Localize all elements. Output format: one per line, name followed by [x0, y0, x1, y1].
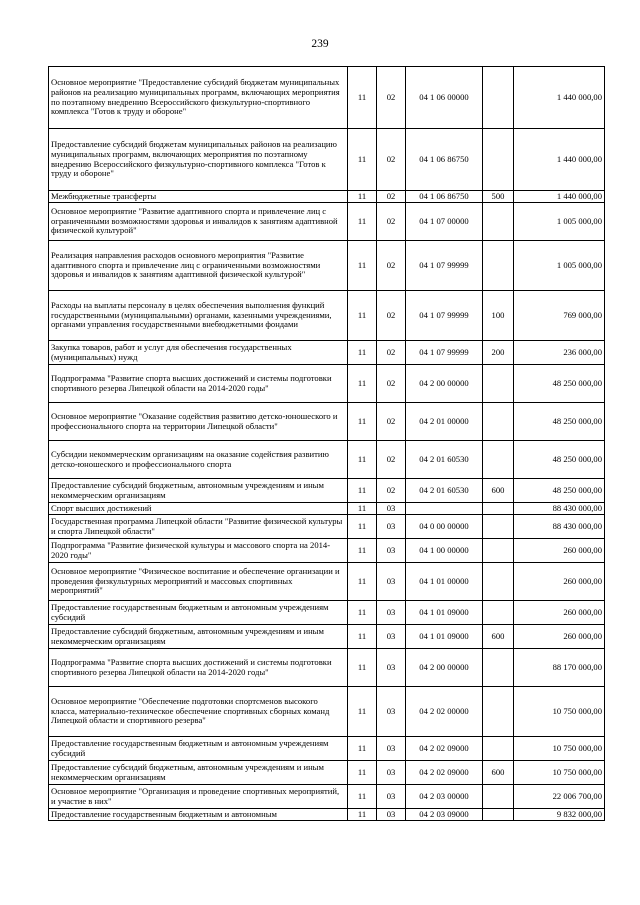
- row-subsection: 03: [377, 503, 406, 515]
- row-name: Реализация направления расходов основного мероприятия "Развитие адаптивного спорта и привлечение лиц с ограниченными возможностями здоровья и инвалидов к занятиям адаптивной физической культурой": [49, 241, 348, 291]
- row-section: 11: [348, 441, 377, 479]
- table-row: [49, 761, 605, 785]
- row-amount: 88 170 000,00: [514, 649, 605, 687]
- row-expense-type: 600: [483, 625, 514, 649]
- row-section: 11: [348, 241, 377, 291]
- row-amount: 1 440 000,00: [514, 191, 605, 203]
- table-row: [49, 563, 605, 601]
- row-target-article: 04 2 00 00000: [406, 649, 483, 687]
- row-amount: 22 006 700,00: [514, 785, 605, 809]
- row-section: 11: [348, 601, 377, 625]
- row-expense-type: 500: [483, 191, 514, 203]
- row-section: 11: [348, 503, 377, 515]
- table-row: [49, 737, 605, 761]
- row-amount: 236 000,00: [514, 341, 605, 365]
- row-name: Предоставление субсидий бюджетам муниципальных районов на реализацию муниципальных программ, включающих мероприятия по поэтапному внедрению Всероссийского физкультурно-спортивного комплекса "Готов к труду и обороне": [49, 129, 348, 191]
- row-name: Предоставление субсидий бюджетным, автономным учреждениям и иным некоммерческим организациям: [49, 479, 348, 503]
- row-name: Основное мероприятие "Обеспечение подготовки спортсменов высокого класса, материально-техническое обеспечение спортивных сборных команд Липецкой области и спортивного резерва": [49, 687, 348, 737]
- row-section: 11: [348, 515, 377, 539]
- row-section: 11: [348, 539, 377, 563]
- row-section: 11: [348, 479, 377, 503]
- row-subsection: 02: [377, 441, 406, 479]
- table-row: [49, 203, 605, 241]
- row-subsection: 03: [377, 761, 406, 785]
- budget-table: [48, 66, 605, 821]
- row-subsection: 03: [377, 625, 406, 649]
- row-target-article: 04 1 01 09000: [406, 625, 483, 649]
- row-target-article: 04 1 06 86750: [406, 129, 483, 191]
- row-name: Основное мероприятие "Предоставление субсидий бюджетам муниципальных районов на реализацию муниципальных программ, включающих мероприятия по поэтапному внедрению Всероссийского физкультурно-спортивного комплекса "Готов к труду и обороне": [49, 67, 348, 129]
- row-section: 11: [348, 563, 377, 601]
- row-name: Основное мероприятие "Развитие адаптивного спорта и привлечение лиц с ограниченными возможностями здоровья и инвалидов к занятиям адаптивной физической культурой": [49, 203, 348, 241]
- table-row: [49, 503, 605, 515]
- row-section: 11: [348, 625, 377, 649]
- row-name: Предоставление субсидий бюджетным, автономным учреждениям и иным некоммерческим организациям: [49, 761, 348, 785]
- table-row: [49, 687, 605, 737]
- row-subsection: 03: [377, 563, 406, 601]
- row-amount: 48 250 000,00: [514, 403, 605, 441]
- row-section: 11: [348, 809, 377, 821]
- table-row: [49, 539, 605, 563]
- row-name: Основное мероприятие "Оказание содействия развитию детско-юношеского и профессионального спорта на территории Липецкой области": [49, 403, 348, 441]
- row-target-article: 04 2 01 60530: [406, 441, 483, 479]
- row-subsection: 03: [377, 687, 406, 737]
- row-subsection: 02: [377, 67, 406, 129]
- row-expense-type: [483, 403, 514, 441]
- row-target-article: 04 1 01 00000: [406, 563, 483, 601]
- row-subsection: 02: [377, 403, 406, 441]
- row-target-article: 04 1 07 00000: [406, 203, 483, 241]
- row-amount: 88 430 000,00: [514, 503, 605, 515]
- row-target-article: 04 2 02 00000: [406, 687, 483, 737]
- row-expense-type: [483, 503, 514, 515]
- row-expense-type: 600: [483, 479, 514, 503]
- row-subsection: 03: [377, 737, 406, 761]
- row-name: Предоставление государственным бюджетным и автономным: [49, 809, 348, 821]
- row-name: Подпрограмма "Развитие физической культуры и массового спорта на 2014-2020 годы": [49, 539, 348, 563]
- row-section: 11: [348, 341, 377, 365]
- row-expense-type: [483, 601, 514, 625]
- row-section: 11: [348, 649, 377, 687]
- row-name: Государственная программа Липецкой области "Развитие физической культуры и спорта Липецкой области": [49, 515, 348, 539]
- row-target-article: 04 1 06 86750: [406, 191, 483, 203]
- table-row: [49, 785, 605, 809]
- table-row: [49, 649, 605, 687]
- table-row: [49, 241, 605, 291]
- row-target-article: 04 2 01 60530: [406, 479, 483, 503]
- row-subsection: 03: [377, 649, 406, 687]
- row-expense-type: [483, 737, 514, 761]
- row-name: Расходы на выплаты персоналу в целях обеспечения выполнения функций государственными (муниципальными) органами, казенными учреждениями, органами управления государственными внебюджетными фондами: [49, 291, 348, 341]
- table-row: [49, 365, 605, 403]
- row-expense-type: 100: [483, 291, 514, 341]
- table-row: [49, 67, 605, 129]
- row-expense-type: [483, 539, 514, 563]
- row-name: Межбюджетные трансферты: [49, 191, 348, 203]
- row-amount: 10 750 000,00: [514, 737, 605, 761]
- row-subsection: 03: [377, 809, 406, 821]
- row-section: 11: [348, 737, 377, 761]
- row-expense-type: [483, 785, 514, 809]
- row-amount: 260 000,00: [514, 625, 605, 649]
- row-amount: 10 750 000,00: [514, 761, 605, 785]
- table-row: [49, 479, 605, 503]
- row-section: 11: [348, 291, 377, 341]
- row-section: 11: [348, 67, 377, 129]
- row-name: Предоставление государственным бюджетным и автономным учреждениям субсидий: [49, 737, 348, 761]
- row-target-article: 04 1 07 99999: [406, 341, 483, 365]
- row-subsection: 02: [377, 203, 406, 241]
- table-row: [49, 441, 605, 479]
- row-section: 11: [348, 365, 377, 403]
- row-name: Подпрограмма "Развитие спорта высших достижений и системы подготовки спортивного резерва Липецкой области на 2014-2020 годы": [49, 365, 348, 403]
- row-amount: 9 832 000,00: [514, 809, 605, 821]
- row-name: Спорт высших достижений: [49, 503, 348, 515]
- row-section: 11: [348, 687, 377, 737]
- row-name: Субсидии некоммерческим организациям на оказание содействия развитию детско-юношеского и профессионального спорта: [49, 441, 348, 479]
- row-subsection: 03: [377, 515, 406, 539]
- row-name: Подпрограмма "Развитие спорта высших достижений и системы подготовки спортивного резерва Липецкой области на 2014-2020 годы": [49, 649, 348, 687]
- row-amount: 1 440 000,00: [514, 129, 605, 191]
- row-section: 11: [348, 129, 377, 191]
- row-target-article: 04 1 01 09000: [406, 601, 483, 625]
- table-row: [49, 341, 605, 365]
- row-expense-type: [483, 129, 514, 191]
- row-expense-type: [483, 649, 514, 687]
- row-target-article: 04 1 07 99999: [406, 291, 483, 341]
- row-name: Предоставление государственным бюджетным и автономным учреждениям субсидий: [49, 601, 348, 625]
- row-name: Закупка товаров, работ и услуг для обеспечения государственных (муниципальных) нужд: [49, 341, 348, 365]
- table-row: [49, 625, 605, 649]
- row-subsection: 02: [377, 241, 406, 291]
- row-target-article: 04 2 01 00000: [406, 403, 483, 441]
- row-amount: 48 250 000,00: [514, 365, 605, 403]
- row-target-article: 04 2 03 00000: [406, 785, 483, 809]
- row-section: 11: [348, 785, 377, 809]
- row-name: Основное мероприятие "Физическое воспитание и обеспечение организации и проведения физкультурных мероприятий и массовых спортивных мероприятий": [49, 563, 348, 601]
- row-amount: 10 750 000,00: [514, 687, 605, 737]
- row-amount: 88 430 000,00: [514, 515, 605, 539]
- row-amount: 48 250 000,00: [514, 441, 605, 479]
- row-expense-type: 200: [483, 341, 514, 365]
- table-row: [49, 403, 605, 441]
- row-target-article: 04 1 06 00000: [406, 67, 483, 129]
- row-amount: 260 000,00: [514, 601, 605, 625]
- table-row: [49, 129, 605, 191]
- row-target-article: [406, 503, 483, 515]
- row-amount: 48 250 000,00: [514, 479, 605, 503]
- row-target-article: 04 1 07 99999: [406, 241, 483, 291]
- page-number: 239: [311, 38, 329, 50]
- row-subsection: 02: [377, 479, 406, 503]
- row-subsection: 03: [377, 785, 406, 809]
- row-target-article: 04 2 02 09000: [406, 761, 483, 785]
- row-target-article: 04 2 02 09000: [406, 737, 483, 761]
- row-expense-type: [483, 687, 514, 737]
- row-amount: 260 000,00: [514, 563, 605, 601]
- table-row: [49, 809, 605, 821]
- row-amount: 1 005 000,00: [514, 241, 605, 291]
- row-subsection: 02: [377, 191, 406, 203]
- row-amount: 260 000,00: [514, 539, 605, 563]
- row-name: Основное мероприятие "Организация и проведение спортивных мероприятий, и участие в них": [49, 785, 348, 809]
- row-target-article: 04 2 03 09000: [406, 809, 483, 821]
- table-row: [49, 601, 605, 625]
- row-expense-type: [483, 241, 514, 291]
- row-expense-type: [483, 441, 514, 479]
- row-expense-type: [483, 563, 514, 601]
- row-name: Предоставление субсидий бюджетным, автономным учреждениям и иным некоммерческим организациям: [49, 625, 348, 649]
- row-subsection: 03: [377, 539, 406, 563]
- row-target-article: 04 2 00 00000: [406, 365, 483, 403]
- table-row: [49, 291, 605, 341]
- row-amount: 1 440 000,00: [514, 67, 605, 129]
- table-row: [49, 191, 605, 203]
- budget-table-body: [49, 67, 605, 821]
- row-amount: 1 005 000,00: [514, 203, 605, 241]
- row-expense-type: [483, 515, 514, 539]
- row-expense-type: [483, 67, 514, 129]
- row-amount: 769 000,00: [514, 291, 605, 341]
- row-expense-type: [483, 365, 514, 403]
- row-subsection: 02: [377, 129, 406, 191]
- row-section: 11: [348, 203, 377, 241]
- row-section: 11: [348, 761, 377, 785]
- row-subsection: 03: [377, 601, 406, 625]
- row-expense-type: [483, 809, 514, 821]
- row-target-article: 04 1 00 00000: [406, 539, 483, 563]
- row-section: 11: [348, 191, 377, 203]
- row-subsection: 02: [377, 365, 406, 403]
- row-target-article: 04 0 00 00000: [406, 515, 483, 539]
- row-expense-type: 600: [483, 761, 514, 785]
- row-section: 11: [348, 403, 377, 441]
- row-subsection: 02: [377, 341, 406, 365]
- row-subsection: 02: [377, 291, 406, 341]
- row-expense-type: [483, 203, 514, 241]
- table-row: [49, 515, 605, 539]
